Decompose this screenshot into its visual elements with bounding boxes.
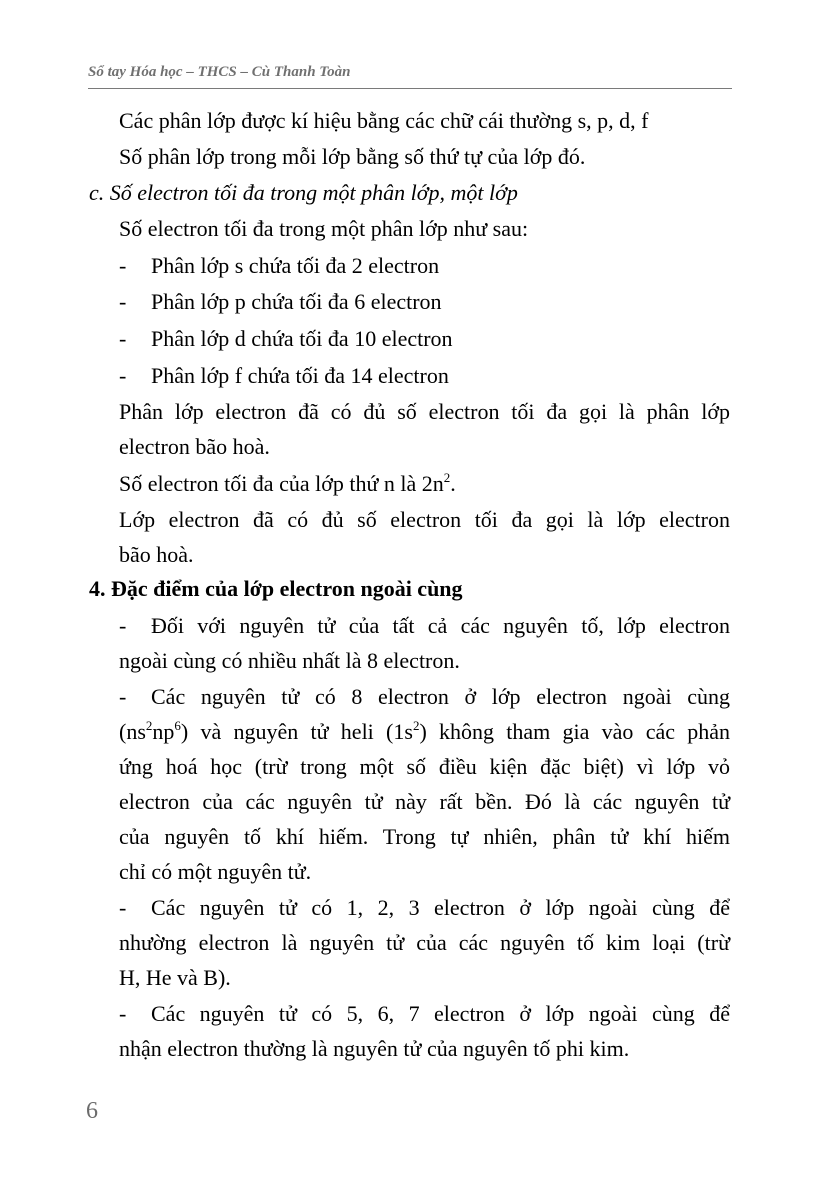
p2-line-1 (119, 684, 730, 710)
bullet-dash: - (119, 684, 127, 709)
list-item: Phân lớp f chứa tối đa 14 electron (151, 363, 449, 388)
exponent: 2 (145, 718, 153, 733)
p3-line-1-text: Các nguyên tử có 1, 2, 3 electron ở lớp ngoài cùng để (151, 895, 730, 920)
p3-line-1 (119, 895, 730, 921)
max-per-shell-text: Số electron tối đa của lớp thứ n là 2n (119, 471, 444, 496)
section-c-lead: Số electron tối đa trong một phân lớp như sau: (119, 216, 529, 241)
p2-line-5: của nguyên tố khí hiếm. Trong tự nhiên, phân tử khí hiếm (119, 824, 730, 849)
section-c-heading: c. Số electron tối đa trong một phân lớp, một lớp (89, 180, 518, 205)
formula-part: ) không tham gia vào các phản (419, 719, 731, 744)
max-per-shell (119, 471, 456, 497)
bullet-dash: - (119, 253, 127, 278)
p4-line-1 (119, 1001, 730, 1027)
bullet-dash: - (119, 326, 127, 351)
bullet-dash: - (119, 613, 127, 638)
section-4-heading: 4. Đặc điểm của lớp electron ngoài cùng (89, 576, 463, 601)
p2-line-4: electron của các nguyên tử này rất bền. Đó là các nguyên tử (119, 789, 730, 814)
p3-line-2: nhường electron là nguyên tử của các nguyên tố kim loại (trừ (119, 930, 730, 955)
bullet-dash: - (119, 289, 127, 314)
list-item: Phân lớp p chứa tối đa 6 electron (151, 289, 442, 314)
formula-part: np (152, 719, 175, 744)
p1-line-1 (119, 613, 730, 639)
bullet-dash: - (119, 363, 127, 388)
p2-line-2 (119, 719, 730, 745)
p1-line-1-text: Đối với nguyên tử của tất cả các nguyên tố, lớp electron (151, 613, 730, 638)
exponent: 2 (443, 470, 451, 485)
saturated-shell-line-2: bão hoà. (119, 542, 194, 567)
running-title: Sổ tay Hóa học – THCS – Cù Thanh Toàn (88, 64, 351, 80)
p1-line-2: ngoài cùng có nhiều nhất là 8 electron. (119, 648, 460, 673)
p4-line-2: nhận electron thường là nguyên tử của nguyên tố phi kim. (119, 1036, 630, 1061)
period: . (450, 471, 456, 496)
p2-line-1-text: Các nguyên tử có 8 electron ở lớp electron ngoài cùng (151, 684, 730, 709)
list-item: Phân lớp d chứa tối đa 10 electron (151, 326, 453, 351)
intro-line-1: Các phân lớp được kí hiệu bằng các chữ cái thường s, p, d, f (119, 108, 649, 133)
p4-line-1-text: Các nguyên tử có 5, 6, 7 electron ở lớp ngoài cùng để (151, 1001, 730, 1026)
formula-part: (ns (119, 719, 146, 744)
bullet-dash: - (119, 1001, 127, 1026)
bullet-dash: - (119, 895, 127, 920)
page-number: 6 (86, 1098, 98, 1124)
p2-line-3: ứng hoá học (trừ trong một số điều kiện đặc biệt) vì lớp vỏ (119, 754, 730, 779)
p3-line-3: H, He và B). (119, 965, 231, 990)
exponent: 2 (412, 718, 420, 733)
p2-line-6: chỉ có một nguyên tử. (119, 859, 312, 884)
running-header (88, 62, 732, 89)
saturated-subshell-line-2: electron bão hoà. (119, 434, 270, 459)
saturated-subshell-line-1: Phân lớp electron đã có đủ số electron tối đa gọi là phân lớp (119, 399, 730, 424)
list-item: Phân lớp s chứa tối đa 2 electron (151, 253, 440, 278)
formula-part: ) và nguyên tử heli (1s (180, 719, 413, 744)
saturated-shell-line-1: Lớp electron đã có đủ số electron tối đa gọi là lớp electron (119, 507, 730, 532)
intro-line-2: Số phân lớp trong mỗi lớp bằng số thứ tự của lớp đó. (119, 144, 586, 169)
exponent: 6 (174, 718, 181, 733)
